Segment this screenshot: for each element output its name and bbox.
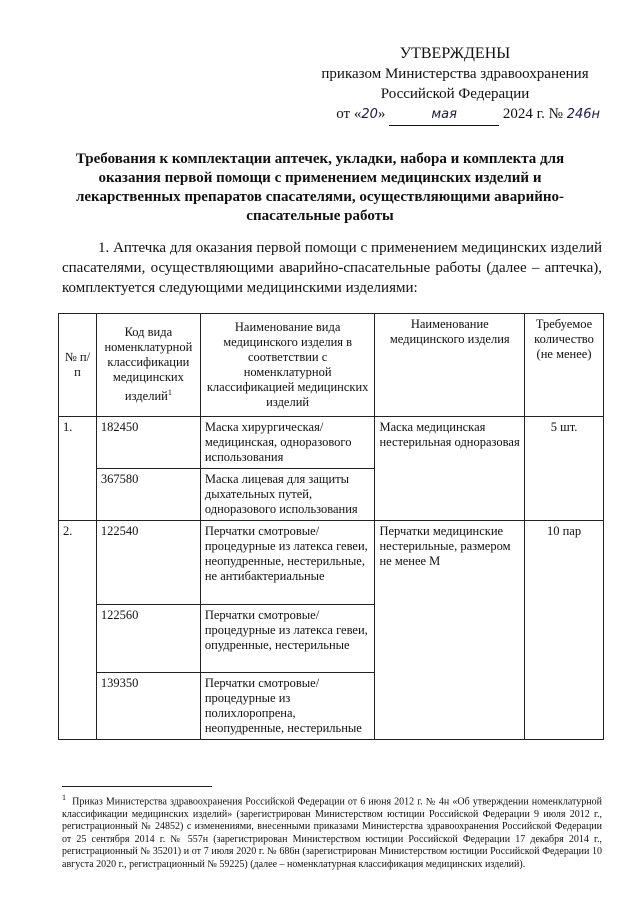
kit-table bbox=[58, 313, 604, 740]
cell-code: 122540 bbox=[96, 521, 200, 605]
cell-code: 122560 bbox=[96, 605, 200, 673]
document-title: Требования к комплектации аптечек, укладки, набора и комплекта для оказания первой помощи с применением медицинских изделий и лекарственных препаратов спасателями, осуществляющими аварийно-спасательные работы bbox=[75, 151, 565, 224]
intro-paragraph: 1. Аптечка для оказания первой помощи с применением медицинских изделий спасателями, осуществляющими аварийно-спасательные работы (далее – аптечка), комплектуется следующими медицинскими изделиями: bbox=[62, 240, 602, 296]
table-row bbox=[59, 417, 604, 469]
cell-num: 2. bbox=[59, 521, 97, 740]
footnote bbox=[62, 792, 602, 871]
cell-qty: 10 пар bbox=[525, 521, 604, 740]
table-row bbox=[59, 521, 604, 605]
approval-date-line bbox=[300, 104, 610, 126]
cell-num: 1. bbox=[59, 417, 97, 521]
approval-line-2: Российской Федерации bbox=[380, 86, 530, 102]
cell-type-name: Маска хирургическая/ медицинская, одноразового использования bbox=[200, 417, 375, 469]
date-day: 20 bbox=[361, 107, 378, 122]
cell-type-name: Перчатки смотровые/ процедурные из латекса гевеи, опудренные, нестерильные bbox=[200, 605, 375, 673]
header-device-name: Наименование медицинского изделия bbox=[375, 314, 525, 417]
header-code: Код вида номенклатурной классификации медицинских изделий$^1$ bbox=[96, 314, 200, 417]
cell-type-name: Перчатки смотровые/ процедурные из полихлоропрена, неопудренные, нестерильные bbox=[200, 673, 375, 740]
order-number: 246н bbox=[566, 107, 600, 122]
cell-code: 139350 bbox=[96, 673, 200, 740]
footnote-marker: 1 bbox=[62, 793, 66, 802]
approval-block bbox=[300, 44, 610, 126]
cell-qty: 5 шт. bbox=[525, 417, 604, 521]
cell-type-name: Маска лицевая для защиты дыхательных путей, одноразового использования bbox=[200, 469, 375, 521]
header-qty: Требуемое количество (не менее) bbox=[525, 314, 604, 417]
date-prefix: от « bbox=[336, 106, 362, 122]
cell-code: 367580 bbox=[96, 469, 200, 521]
date-month: мая bbox=[389, 105, 499, 126]
cell-device-name: Маска медицинская нестерильная одноразовая bbox=[375, 417, 525, 521]
cell-type-name: Перчатки смотровые/ процедурные из латекса гевеи, неопудренные, нестерильные, не антибактериальные bbox=[200, 521, 375, 605]
table-header-row bbox=[59, 314, 604, 417]
header-num: № п/п bbox=[59, 314, 97, 417]
cell-device-name: Перчатки медицинские нестерильные, размером не менее M bbox=[375, 521, 525, 740]
date-mid: » bbox=[377, 106, 386, 122]
approval-line-1: приказом Министерства здравоохранения bbox=[321, 66, 589, 82]
approval-heading: УТВЕРЖДЕНЫ bbox=[399, 45, 511, 62]
cell-code: 182450 bbox=[96, 417, 200, 469]
footnote-divider bbox=[62, 786, 212, 787]
date-year: 2024 г. № bbox=[502, 106, 563, 122]
footnote-text: Приказ Министерства здравоохранения Российской Федерации от 6 июня 2012 г. № 4н «Об утверждении номенклатурной классификации медицинских изделий» (зарегистрирован Министерством юстиции Российской Федерации 9 июля 2012 г., регистрационный № 24852) с изменениями, внесенными приказами Министерства здравоохранения Российской Федерации от 25 сентября 2014 г. № 557н (зарегистрирован Министерством юстиции Российской Федерации 17 декабря 2014 г., регистрационный № 35201) и от 7 июля 2020 г. № 686н (зарегистрирован Министерством юстиции Российской Федерации 10 августа 2020 г., регистрационный № 59225) (далее – номенклатурная классификация медицинских изделий). bbox=[62, 796, 602, 870]
header-type-name: Наименование вида медицинского изделия в соответствии с номенклатурной классификацией медицинских изделий bbox=[200, 314, 375, 417]
